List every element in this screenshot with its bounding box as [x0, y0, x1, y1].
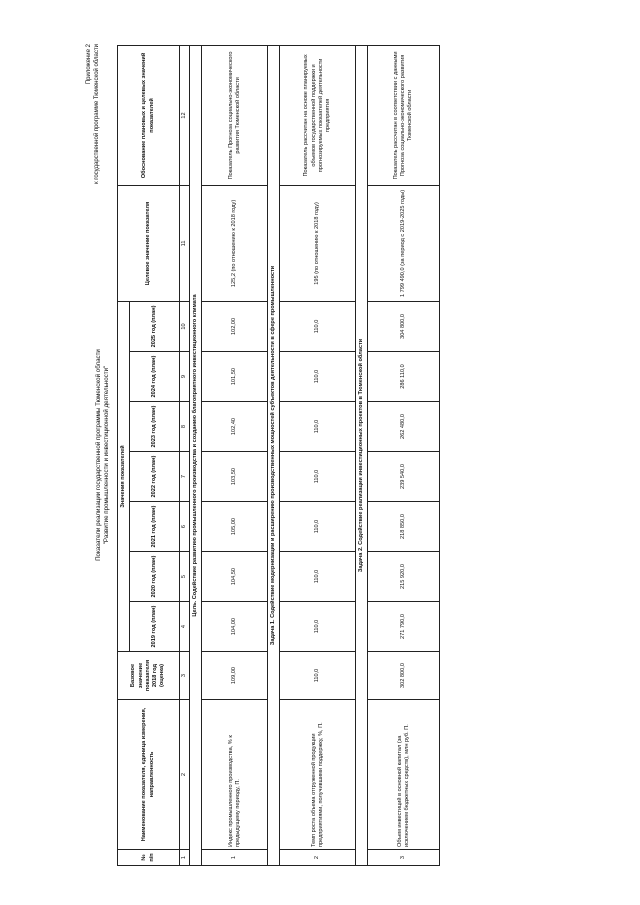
col-number: 3	[180, 652, 190, 700]
goal-heading: Цель. Содействие развитию промышленного производства и созданию благоприятного инвестиционного климата	[190, 45, 202, 865]
col-number: 6	[180, 502, 190, 552]
row-name: Индекс промышленного производства, % к предыдущему периоду, П.	[202, 700, 268, 850]
task2-row	[356, 45, 368, 865]
appendix-line-2: к государственной программе Тюменской области	[94, 44, 100, 184]
row-value: 271 790,0	[368, 602, 440, 652]
row-value: 104,50	[202, 552, 268, 602]
row-name: Темп роста объема отгруженной продукции предприятиями, получившими поддержку, %, П.	[280, 700, 356, 850]
task1-row	[268, 45, 280, 865]
header-year-2022: 2022 год (план)	[130, 452, 180, 502]
row-value: 101,50	[202, 352, 268, 402]
row-target: 125,2 (по отношению к 2018 году)	[202, 185, 268, 301]
col-number: 12	[180, 45, 190, 185]
row-value: 110,0	[280, 402, 356, 452]
header-base: Базовое значение показателя 2018 год (оценка)	[118, 652, 180, 700]
header-year-2021: 2021 год (план)	[130, 502, 180, 552]
col-number: 1	[180, 850, 190, 866]
row-value: 239 540,0	[368, 452, 440, 502]
table-row	[368, 45, 440, 865]
col-number: 10	[180, 301, 190, 351]
table-row	[202, 45, 268, 865]
header-year-2025: 2025 год (план)	[130, 301, 180, 351]
row-value: 262 480,0	[368, 402, 440, 452]
col-number: 4	[180, 602, 190, 652]
column-numbers-row	[180, 45, 190, 865]
header-year-2024: 2024 год (план)	[130, 352, 180, 402]
header-year-2019: 2019 год (план)	[130, 602, 180, 652]
header-target: Целевое значение показателя	[118, 185, 180, 301]
indicators-table	[117, 45, 440, 866]
goal-row	[190, 45, 202, 865]
row-num: 1	[202, 850, 268, 866]
document-sheet	[85, 42, 575, 868]
row-basis: Показатель Прогноза социально-экономического развития Тюменской области	[202, 45, 268, 185]
row-value: 110,0	[280, 602, 356, 652]
row-value: 110,0	[280, 502, 356, 552]
title-line-2: "Развитие промышленности и инвестиционной деятельности"	[103, 365, 110, 545]
row-value: 110,0	[280, 352, 356, 402]
row-name: Объем инвестиций в основной капитал (за исключением бюджетных средств), млн руб. П.	[368, 700, 440, 850]
title-line-1: Показатели реализации государственной программы Тюменской области	[95, 349, 102, 561]
row-value: 110,0	[280, 452, 356, 502]
row-value: 102,40	[202, 402, 268, 452]
header-values-group: Значения показателей	[118, 301, 130, 651]
col-number: 9	[180, 352, 190, 402]
row-value: 105,00	[202, 502, 268, 552]
col-number: 11	[180, 185, 190, 301]
row-value: 286 110,0	[368, 352, 440, 402]
row-target: 195 (по отношению к 2018 году)	[280, 185, 356, 301]
row-target: 1 799 490,0 (за период с 2019-2025 годы)	[368, 185, 440, 301]
appendix-line-1: Приложение 2	[86, 44, 92, 85]
header-name: Наименование показателя, единица измерения, направленность	[118, 700, 180, 850]
col-number: 2	[180, 700, 190, 850]
header-year-2020: 2020 год (план)	[130, 552, 180, 602]
task1-heading: Задача 1. Содействие модернизации и расширению производственных мощностей субъектов деятельности в сфере промышленности	[268, 45, 280, 865]
document-title	[95, 42, 111, 868]
row-base: 109,00	[202, 652, 268, 700]
row-basis: Показатель рассчитан в соответствии с данными Прогноза социально-экономического развития Тюменской области	[368, 45, 440, 185]
header-basis: Обоснование плановых и целевых значений показателей	[118, 45, 180, 185]
header-year-2023: 2023 год (план)	[130, 402, 180, 452]
row-value: 110,0	[280, 301, 356, 351]
row-value: 218 850,0	[368, 502, 440, 552]
col-number: 8	[180, 402, 190, 452]
row-base: 110,0	[280, 652, 356, 700]
row-value: 215 920,0	[368, 552, 440, 602]
col-number: 7	[180, 452, 190, 502]
header-row-1	[118, 45, 130, 865]
row-base: 302 800,0	[368, 652, 440, 700]
row-basis: Показатель рассчитан на основе планируемых объемов государственной поддержки и прогнозируемых показателей деятельности предприятия	[280, 45, 356, 185]
row-value: 104,00	[202, 602, 268, 652]
header-num: № п/п	[118, 850, 180, 866]
row-num: 2	[280, 850, 356, 866]
col-number: 5	[180, 552, 190, 602]
task2-heading: Задача 2. Содействие реализации инвестиционных проектов в Тюменской области	[356, 45, 368, 865]
row-value: 102,00	[202, 301, 268, 351]
table-row	[280, 45, 356, 865]
row-value: 304 800,0	[368, 301, 440, 351]
row-value: 110,0	[280, 552, 356, 602]
row-num: 3	[368, 850, 440, 866]
row-value: 103,50	[202, 452, 268, 502]
